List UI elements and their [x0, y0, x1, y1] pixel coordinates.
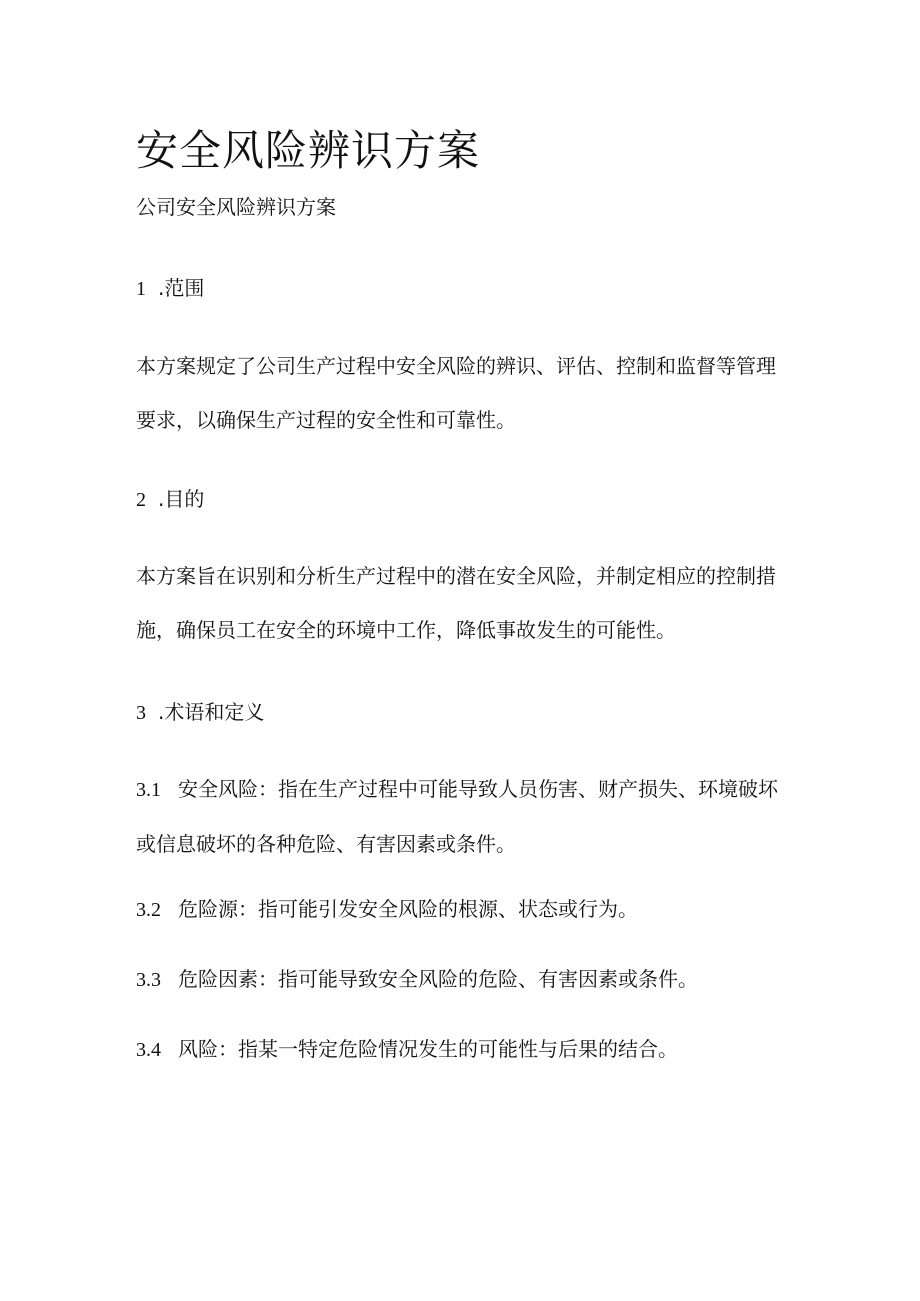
section-number: 3: [136, 702, 146, 724]
section-heading: [136, 696, 264, 725]
definition-number: 3.4: [136, 1039, 161, 1061]
definition-number: 3.1: [136, 779, 161, 801]
section-title: .目的: [158, 487, 205, 511]
section-title: .术语和定义: [158, 700, 265, 724]
document-subtitle: 公司安全风险辨识方案: [136, 195, 336, 219]
section-body: 本方案规定了公司生产过程中安全风险的辨识、评估、控制和监督等管理要求，以确保生产过程的安全性和可靠性。: [136, 354, 776, 432]
definition-item: [136, 952, 796, 1007]
definition-number: 3.2: [136, 899, 161, 921]
definition-item: [136, 1022, 796, 1077]
section-title: .范围: [158, 276, 205, 300]
definition-text: 危险因素：指可能导致安全风险的危险、有害因素或条件。: [178, 967, 698, 991]
definition-item: [136, 762, 796, 871]
section-number: 1: [136, 278, 146, 300]
section-heading: [136, 483, 204, 512]
definition-text: 危险源：指可能引发安全风险的根源、状态或行为。: [178, 897, 638, 921]
section-body: 本方案旨在识别和分析生产过程中的潜在安全风险，并制定相应的控制措施，确保员工在安全的环境中工作，降低事故发生的可能性。: [136, 564, 776, 642]
definition-item: [136, 882, 796, 937]
section-number: 2: [136, 489, 146, 511]
definition-text: 安全风险：指在生产过程中可能导致人员伤害、财产损失、环境破坏或信息破坏的各种危险、有害因素或条件。: [136, 777, 778, 856]
document-title: 安全风险辨识方案: [136, 126, 481, 175]
section-heading: [136, 272, 204, 301]
definition-number: 3.3: [136, 969, 161, 991]
definition-text: 风险：指某一特定危险情况发生的可能性与后果的结合。: [178, 1037, 678, 1061]
